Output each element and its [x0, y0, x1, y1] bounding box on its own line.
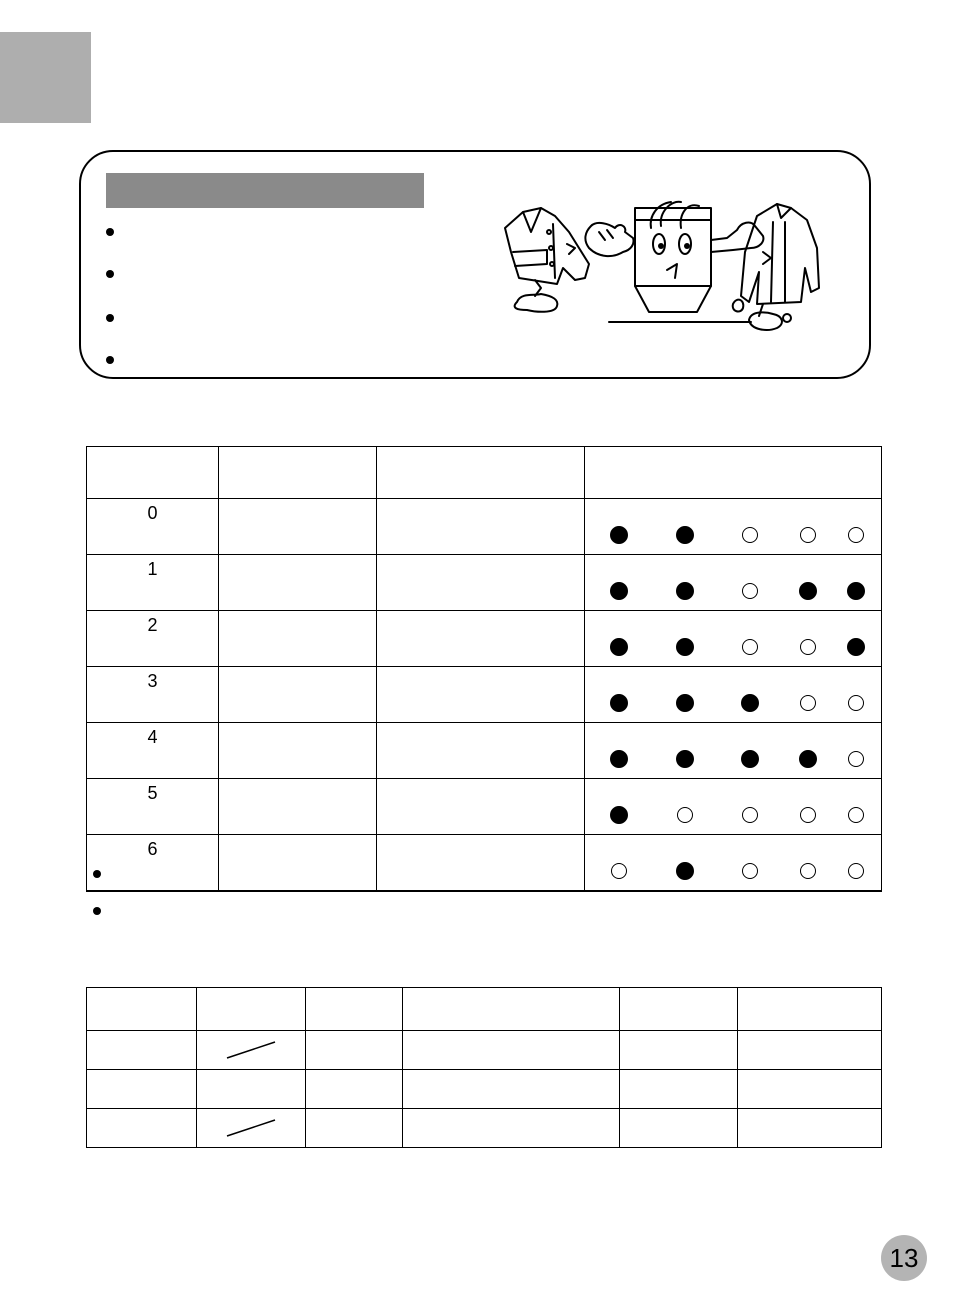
blank-cell [620, 1109, 738, 1148]
header-cell [197, 988, 306, 1031]
blank-cell [738, 1109, 882, 1148]
lamp-off-icon [742, 807, 758, 823]
blank-cell [87, 1031, 197, 1070]
fault-code: 4 [87, 723, 219, 779]
blank-cell [219, 723, 377, 779]
blank-cell [219, 611, 377, 667]
lamp-off-icon [800, 695, 816, 711]
lamp-off-icon [800, 639, 816, 655]
header-cell [219, 447, 377, 499]
note-bullet [93, 907, 101, 915]
blank-cell [377, 667, 585, 723]
lamp-on-icon [676, 862, 694, 880]
lamp-on-icon [799, 582, 817, 600]
blank-cell [403, 1070, 620, 1109]
lamp-off-icon [742, 527, 758, 543]
washer-clothes-illustration [501, 192, 821, 332]
blank-cell [403, 1031, 620, 1070]
lamp-indicators [585, 723, 882, 779]
notice-bullet [106, 270, 114, 278]
lamp-off-icon [742, 863, 758, 879]
notice-bullet [106, 228, 114, 236]
table-row [87, 835, 882, 892]
slash-cell [197, 1031, 306, 1070]
slash-mark [221, 1038, 281, 1062]
lamp-off-icon [742, 639, 758, 655]
header-cell [377, 447, 585, 499]
fault-code: 3 [87, 667, 219, 723]
header-cell [738, 988, 882, 1031]
header-cell [87, 447, 219, 499]
lamp-on-icon [610, 750, 628, 768]
lamp-off-icon [848, 751, 864, 767]
table-row [87, 667, 882, 723]
lamp-indicators [585, 835, 882, 892]
table-row [87, 723, 882, 779]
blank-cell [219, 667, 377, 723]
table-row [87, 1109, 882, 1148]
lamp-off-icon [742, 583, 758, 599]
lamp-off-icon [848, 527, 864, 543]
lamp-on-icon [676, 638, 694, 656]
fault-code: 5 [87, 779, 219, 835]
fault-table-header [87, 447, 882, 499]
slash-mark [221, 1116, 281, 1140]
blank-cell [738, 1031, 882, 1070]
blank-cell [219, 779, 377, 835]
lamp-indicators [585, 611, 882, 667]
fault-code: 1 [87, 555, 219, 611]
lamp-off-icon [848, 807, 864, 823]
lamp-on-icon [610, 694, 628, 712]
lamp-off-icon [848, 863, 864, 879]
fault-code: 0 [87, 499, 219, 555]
blank-cell [377, 555, 585, 611]
blank-cell [620, 1031, 738, 1070]
blank-cell [306, 1070, 403, 1109]
notice-header-bar [106, 173, 424, 208]
slash-cell [197, 1109, 306, 1148]
header-cell [403, 988, 620, 1031]
fault-code: 2 [87, 611, 219, 667]
lamp-off-icon [848, 695, 864, 711]
lamp-off-icon [611, 863, 627, 879]
blank-cell [403, 1109, 620, 1148]
blank-cell [197, 1070, 306, 1109]
lamp-on-icon [741, 750, 759, 768]
fault-code: 6 [87, 835, 219, 892]
table-row [87, 499, 882, 555]
blank-cell [219, 555, 377, 611]
header-cell [306, 988, 403, 1031]
lamp-off-icon [800, 863, 816, 879]
blank-cell [87, 1070, 197, 1109]
lamp-on-icon [610, 582, 628, 600]
blank-cell [306, 1031, 403, 1070]
header-cell [87, 988, 197, 1031]
blank-cell [377, 779, 585, 835]
lamp-on-icon [610, 638, 628, 656]
lamp-indicators [585, 499, 882, 555]
lamp-on-icon [847, 582, 865, 600]
table-row [87, 779, 882, 835]
lamp-on-icon [676, 526, 694, 544]
blank-cell [87, 1109, 197, 1148]
header-cell [620, 988, 738, 1031]
lamp-indicators [585, 667, 882, 723]
notice-bullet [106, 356, 114, 364]
lamp-indicators [585, 555, 882, 611]
note-bullet [93, 870, 101, 878]
fault-code-table [86, 446, 882, 892]
blank-cell [377, 499, 585, 555]
table-row [87, 555, 882, 611]
blank-cell [377, 835, 585, 892]
lamp-indicators [585, 779, 882, 835]
blank-cell [219, 499, 377, 555]
notice-box [79, 150, 871, 379]
blank-cell [620, 1070, 738, 1109]
notice-bullet [106, 314, 114, 322]
table-row [87, 1031, 882, 1070]
spec-table-header [87, 988, 882, 1031]
lamp-off-icon [800, 807, 816, 823]
lamp-off-icon [677, 807, 693, 823]
lamp-on-icon [676, 694, 694, 712]
lamp-on-icon [610, 806, 628, 824]
blank-cell [306, 1109, 403, 1148]
table-row [87, 611, 882, 667]
lamp-on-icon [741, 694, 759, 712]
lamp-on-icon [676, 750, 694, 768]
lamp-on-icon [676, 582, 694, 600]
lamp-on-icon [799, 750, 817, 768]
page-number: 13 [881, 1235, 927, 1281]
table-row [87, 1070, 882, 1109]
blank-cell [738, 1070, 882, 1109]
lamp-off-icon [800, 527, 816, 543]
section-tab [0, 32, 91, 123]
blank-cell [219, 835, 377, 892]
lamp-on-icon [610, 526, 628, 544]
spec-table [86, 987, 882, 1148]
lamp-on-icon [847, 638, 865, 656]
blank-cell [377, 611, 585, 667]
header-cell [585, 447, 882, 499]
blank-cell [377, 723, 585, 779]
